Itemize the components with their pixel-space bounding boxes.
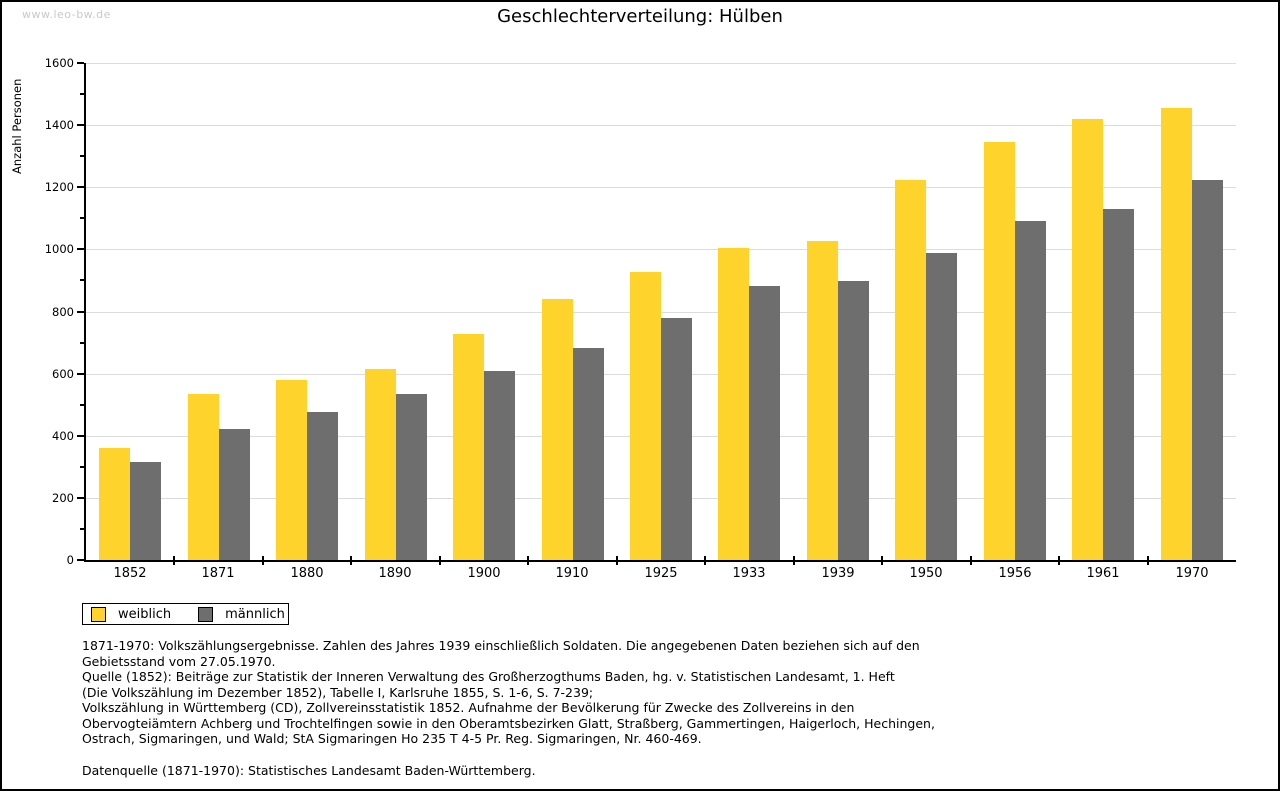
bar-weiblich-1900 [453,334,484,560]
gridline-y-1000 [86,249,1236,250]
bar-männlich-1925 [661,318,692,560]
y-minor-tick-1500 [80,93,84,95]
source-note-line-4: (Die Volkszählung im Dezember 1852), Tabelle I, Karlsruhe 1855, S. 1-6, S. 7-239; [82,684,594,700]
watermark-leo-bw: www.leo-bw.de [22,8,111,21]
source-note-line-5: Volkszählung in Württemberg (CD), Zollvereinsstatistik 1852. Aufnahme der Bevölkerung für Zwecke des Zollvereins in den [82,700,855,715]
bar-männlich-1933 [749,286,780,560]
bar-männlich-1871 [219,429,250,560]
y-tick-400 [77,435,84,437]
y-tick-label-1400: 1400 [44,118,74,132]
y-tick-label-200: 200 [52,491,74,505]
y-minor-tick-300 [80,466,84,468]
bar-weiblich-1925 [630,272,661,560]
bar-weiblich-1933 [718,248,749,560]
y-tick-label-1000: 1000 [44,242,74,256]
x-label-1871: 1871 [201,566,235,581]
x-tick-boundary-4 [439,556,441,565]
source-notes [82,638,1248,778]
bar-männlich-1950 [926,253,957,560]
bar-männlich-1956 [1015,221,1046,560]
gridline-y-800 [86,312,1236,313]
legend-label-männlich: männlich [225,606,285,622]
legend [82,603,289,625]
x-tick-boundary-9 [881,556,883,565]
legend-item-männlich [198,607,285,622]
x-label-1890: 1890 [378,566,412,581]
x-tick-boundary-11 [1058,556,1060,565]
x-tick-boundary-7 [704,556,706,565]
x-label-1939: 1939 [821,566,855,581]
legend-swatch-weiblich [91,607,106,622]
y-minor-tick-900 [80,279,84,281]
y-tick-800 [77,311,84,313]
gridline-y-1600 [86,63,1236,64]
bar-weiblich-1852 [99,448,130,560]
x-label-1925: 1925 [644,566,678,581]
bar-weiblich-1950 [895,180,926,560]
bar-männlich-1900 [484,371,515,560]
x-tick-boundary-3 [350,556,352,565]
gridline-y-1200 [86,187,1236,188]
y-tick-1600 [77,62,84,64]
x-label-1933: 1933 [732,566,766,581]
y-tick-1200 [77,186,84,188]
y-tick-label-1600: 1600 [44,56,74,70]
gridline-y-1400 [86,125,1236,126]
source-notes-lines [82,638,1248,747]
source-note-line-7: Ostrach, Sigmaringen, und Wald; StA Sigmaringen Ho 235 T 4-5 Pr. Reg. Sigmaringen, Nr. 460-469. [82,731,702,746]
source-note-line-2: Gebietsstand vom 27.05.1970. [82,653,276,669]
x-label-1880: 1880 [290,566,324,581]
page-title: Geschlechterverteilung: Hülben [497,6,783,27]
legend-item-weiblich [91,607,171,622]
y-tick-label-1200: 1200 [44,180,74,194]
y-tick-600 [77,373,84,375]
datasource-line: Datenquelle (1871-1970): Statistisches Landesamt Baden-Württemberg. [82,762,536,778]
x-tick-boundary-5 [527,556,529,565]
y-axis-title: Anzahl Personen [10,78,24,174]
y-tick-1400 [77,124,84,126]
y-minor-tick-1100 [80,217,84,219]
x-label-1950: 1950 [909,566,943,581]
y-tick-label-600: 600 [52,367,74,381]
source-note-line-1: 1871-1970: Volkszählungsergebnisse. Zahlen des Jahres 1939 einschließlich Soldaten. Die angegebenen Daten beziehen sich auf den [82,638,920,653]
y-tick-0 [77,559,84,561]
bar-weiblich-1910 [542,299,573,560]
y-minor-tick-100 [80,528,84,530]
y-minor-tick-700 [80,342,84,344]
legend-swatch-männlich [198,607,213,622]
x-label-1961: 1961 [1086,566,1120,581]
y-tick-label-400: 400 [52,429,74,443]
y-minor-tick-500 [80,404,84,406]
bar-weiblich-1890 [365,369,396,560]
bar-männlich-1890 [396,394,427,560]
y-tick-label-0: 0 [66,553,74,567]
bar-männlich-1880 [307,412,338,560]
source-note-line-3: Quelle (1852): Beiträge zur Statistik der Inneren Verwaltung des Großherzogthums Baden, hg. v. Statistischen Landesamt, 1. Heft [82,669,895,684]
bar-männlich-1910 [573,348,604,560]
x-label-1970: 1970 [1175,566,1209,581]
y-tick-200 [77,497,84,499]
x-label-1852: 1852 [113,566,147,581]
bar-männlich-1970 [1192,180,1223,560]
x-tick-boundary-1 [173,556,175,565]
x-label-1910: 1910 [555,566,589,581]
x-label-1900: 1900 [467,566,501,581]
x-tick-boundary-2 [262,556,264,565]
source-note-line-6: Obervogteiämtern Achberg und Trochtelfingen sowie in den Oberamtsbezirken Glatt, Straßberg, Gammertingen, Haigerloch, Hechingen, [82,715,935,731]
y-tick-label-800: 800 [52,305,74,319]
legend-label-weiblich: weiblich [118,606,172,622]
bar-weiblich-1956 [984,142,1015,560]
x-label-1956: 1956 [998,566,1032,581]
y-minor-tick-1300 [80,155,84,157]
bar-weiblich-1880 [276,380,307,560]
x-tick-boundary-8 [793,556,795,565]
bar-männlich-1961 [1103,209,1134,560]
y-tick-1000 [77,248,84,250]
plot-area [44,56,1236,581]
x-tick-boundary-12 [1147,556,1149,565]
bar-männlich-1852 [130,462,161,560]
x-tick-boundary-6 [616,556,618,565]
bar-weiblich-1939 [807,241,838,560]
bar-weiblich-1970 [1161,108,1192,560]
bar-weiblich-1871 [188,394,219,560]
bar-weiblich-1961 [1072,119,1103,560]
bar-männlich-1939 [838,281,869,560]
x-tick-boundary-10 [970,556,972,565]
